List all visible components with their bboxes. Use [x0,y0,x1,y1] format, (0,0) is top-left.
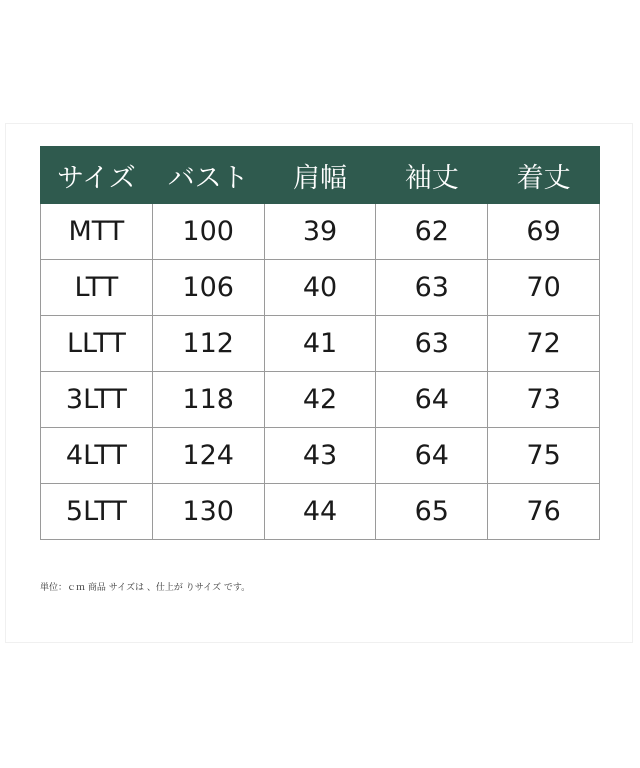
table-row [41,204,600,260]
cell-sleeve-length: 65 [376,484,488,540]
cell-body-length: 76 [488,484,600,540]
cell-body-length: 70 [488,260,600,316]
table-body [41,204,600,540]
table-row [41,484,600,540]
table-row [41,428,600,484]
header-shoulder-width: 肩幅 [264,147,376,204]
cell-shoulder-width: 41 [264,316,376,372]
table-header [41,147,600,204]
cell-body-length: 69 [488,204,600,260]
header-row [41,147,600,204]
header-sleeve-length: 袖丈 [376,147,488,204]
cell-size: 3LTT [41,372,153,428]
header-body-length: 着丈 [488,147,600,204]
cell-bust: 124 [152,428,264,484]
cell-bust: 112 [152,316,264,372]
cell-size: MTT [41,204,153,260]
cell-bust: 130 [152,484,264,540]
cell-bust: 100 [152,204,264,260]
cell-size: 5LTT [41,484,153,540]
cell-shoulder-width: 39 [264,204,376,260]
header-bust: バスト [152,147,264,204]
cell-body-length: 75 [488,428,600,484]
cell-size: LLTT [41,316,153,372]
cell-bust: 118 [152,372,264,428]
cell-sleeve-length: 64 [376,372,488,428]
unit-note: 単位：ｃｍ 商品 サイズは 、仕上が りサイズ です。 [40,583,251,593]
cell-size: LTT [41,260,153,316]
cell-body-length: 72 [488,316,600,372]
table-row [41,372,600,428]
header-size: サイズ [41,147,153,204]
cell-body-length: 73 [488,372,600,428]
size-table [40,146,600,540]
cell-shoulder-width: 42 [264,372,376,428]
cell-size: 4LTT [41,428,153,484]
cell-sleeve-length: 62 [376,204,488,260]
cell-shoulder-width: 44 [264,484,376,540]
cell-shoulder-width: 43 [264,428,376,484]
table-row [41,316,600,372]
cell-shoulder-width: 40 [264,260,376,316]
cell-sleeve-length: 64 [376,428,488,484]
cell-sleeve-length: 63 [376,260,488,316]
table-row [41,260,600,316]
cell-sleeve-length: 63 [376,316,488,372]
cell-bust: 106 [152,260,264,316]
